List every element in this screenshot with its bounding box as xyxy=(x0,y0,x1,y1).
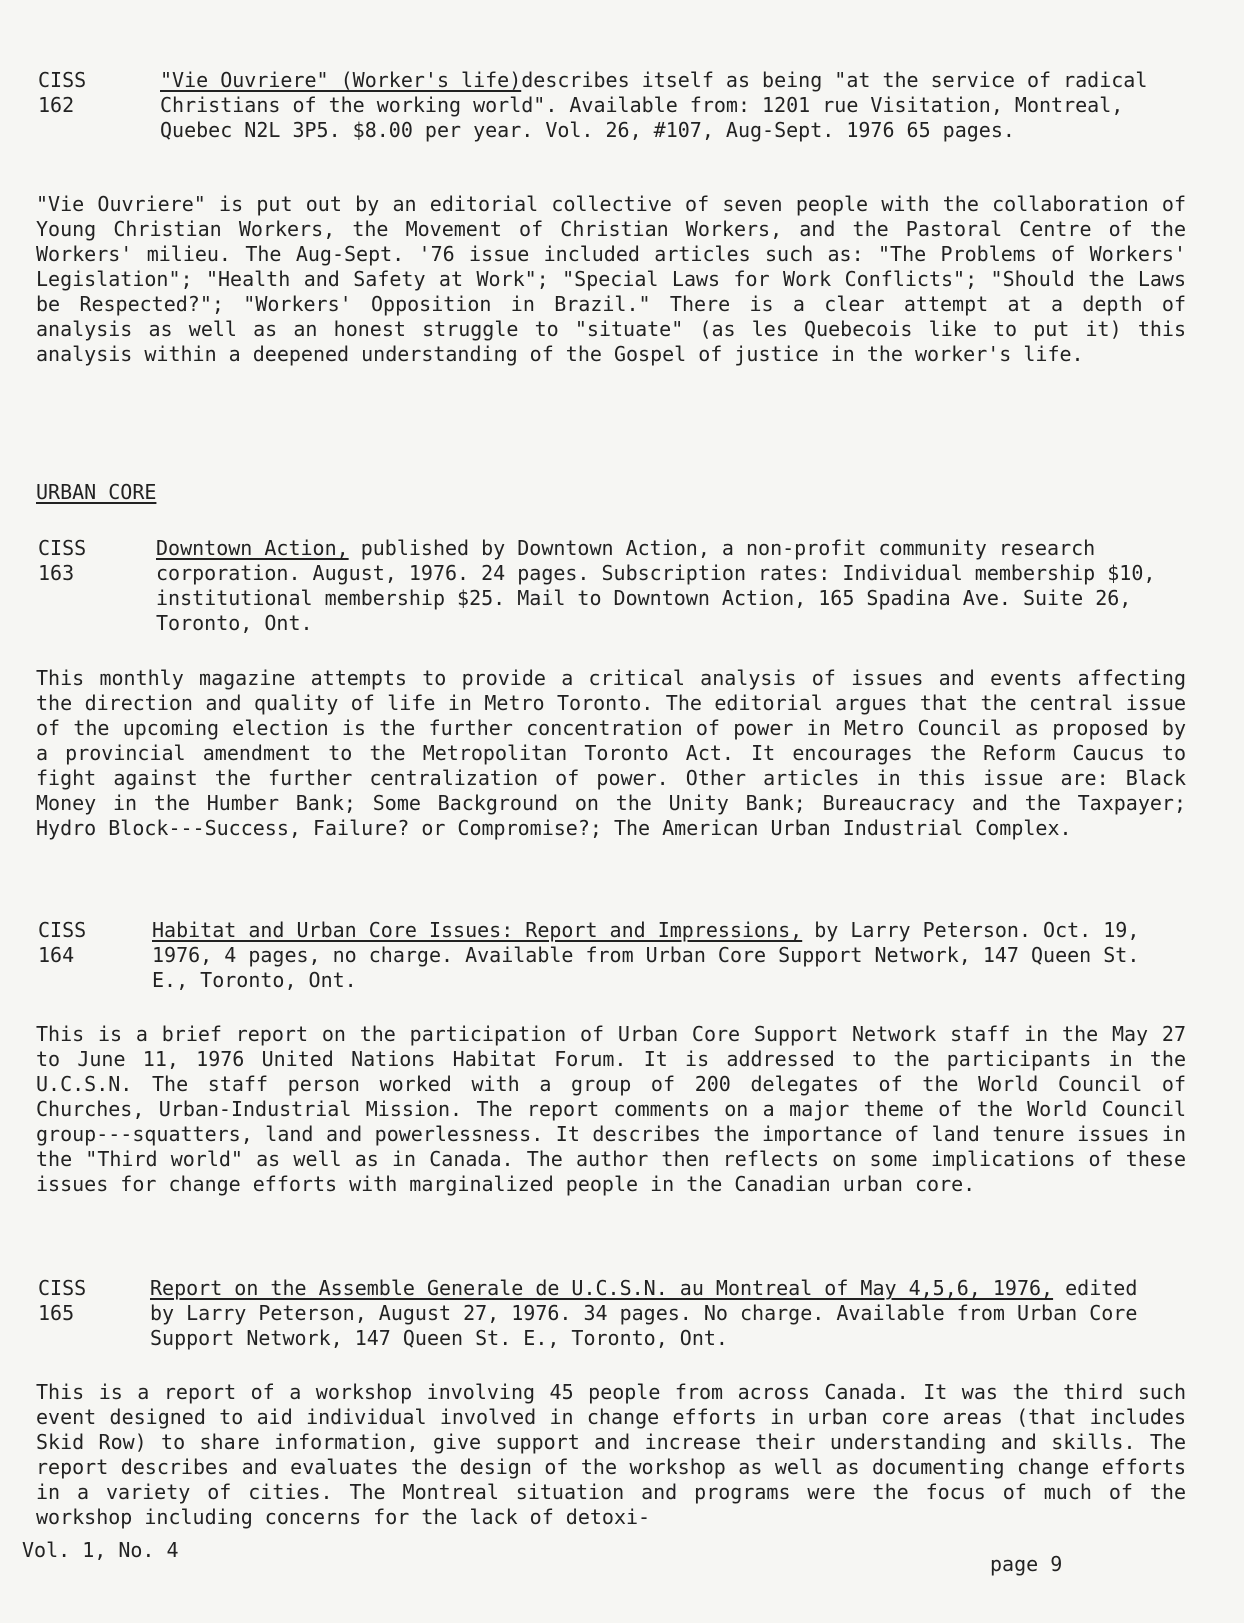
entry-citation-text: by Larry Peterson. Oct. 19, 1976, 4 pages, no charge. Available from Urban Core Support Network, 147 Queen St. E., Toronto, Ont. xyxy=(152,918,1140,992)
entry-title: Report on the Assemble Generale de U.C.S.N. au Montreal of May 4,5,6, 1976, xyxy=(150,1276,1054,1300)
entry-id: CISS 163 xyxy=(38,536,87,585)
entry-citation-text: edited by Larry Peterson, August 27, 1976. 34 pages. No charge. Available from Urban Core Support Network, 147 Queen St. E., Toronto, Ont. xyxy=(150,1276,1138,1350)
volume-number: Vol. 1, No. 4 xyxy=(22,1538,179,1562)
entry-citation-text: published by Downtown Action, a non-profit community research corporation. August, 1976. 24 pages. Subscription rates: Individual membership $10, institutional membership $25. Mail to Downtown Action, 165 Spadina Ave. Suite 26, Toronto, Ont. xyxy=(156,536,1156,635)
entry-id: CISS 164 xyxy=(38,918,87,967)
entry-summary-164: This is a brief report on the participation of Urban Core Support Network staff in the May 27 to June 11, 1976 United Nations Habitat Forum. It is addressed to the participants in the U.C.S.N. The staff person worked with a group of 200 delegates of the World Council of Churches, Urban-Industrial Mission. The report comments on a major theme of the World Council group---squatters, land and powerlessness. It describes the importance of land tenure issues in the "Third world" as well as in Canada. The author then reflects on some implications of these issues for change efforts with marginalized people in the Canadian urban core. xyxy=(36,1022,1186,1196)
page-number: page 9 xyxy=(990,1552,1063,1576)
entry-citation xyxy=(150,1276,1150,1351)
entry-title: "Vie Ouvriere" (Worker's life) xyxy=(160,68,522,92)
entry-summary-165: This is a report of a workshop involving 45 people from across Canada. It was the third such event designed to aid individual involved in change efforts in urban core areas (that includes Skid Row) to share information, give support and increase their understanding and skills. The report describes and evaluates the design of the workshop as well as documenting change efforts in a variety of cities. The Montreal situation and programs were the focus of much of the workshop including concerns for the lack of detoxi- xyxy=(36,1380,1186,1529)
section-heading: URBAN CORE xyxy=(36,480,157,504)
entry-citation xyxy=(160,68,1160,143)
entry-title: Habitat and Urban Core Issues: Report and Impressions, xyxy=(152,918,803,942)
entry-citation xyxy=(156,536,1156,636)
entry-id: CISS 162 xyxy=(38,68,87,117)
entry-summary-162: "Vie Ouvriere" is put out by an editorial collective of seven people with the collaboration of Young Christian Workers, the Movement of Christian Workers, and the Pastoral Centre of the Workers' milieu. The Aug-Sept. '76 issue included articles such as: "The Problems of Workers' Legislation"; "Health and Safety at Work"; "Special Laws for Work Conflicts"; "Should the Laws be Respected?"; "Workers' Opposition in Brazil." There is a clear attempt at a depth of analysis as well as an honest struggle to "situate" (as les Quebecois like to put it) this analysis within a deepened understanding of the Gospel of justice in the worker's life. xyxy=(36,192,1186,366)
entry-citation xyxy=(152,918,1152,993)
entry-citation-text: describes itself as being "at the service of radical Christians of the working world". Available from: 1201 rue Visitation, Montreal, Quebec N2L 3P5. $8.00 per year. Vol. 26, #107, Aug-Sept. 1976 65 pages. xyxy=(160,68,1148,142)
entry-title: Downtown Action, xyxy=(156,536,349,560)
entry-id: CISS 165 xyxy=(38,1276,87,1325)
entry-summary-163: This monthly magazine attempts to provide a critical analysis of issues and events affecting the direction and quality of life in Metro Toronto. The editorial argues that the central issue of the upcoming election is the further concentration of power in Metro Council as proposed by a provincial amendment to the Metropolitan Toronto Act. It encourages the Reform Caucus to fight against the further centralization of power. Other articles in this issue are: Black Money in the Humber Bank; Some Background on the Unity Bank; Bureaucracy and the Taxpayer; Hydro Block---Success, Failure? or Compromise?; The American Urban Industrial Complex. xyxy=(36,666,1186,840)
